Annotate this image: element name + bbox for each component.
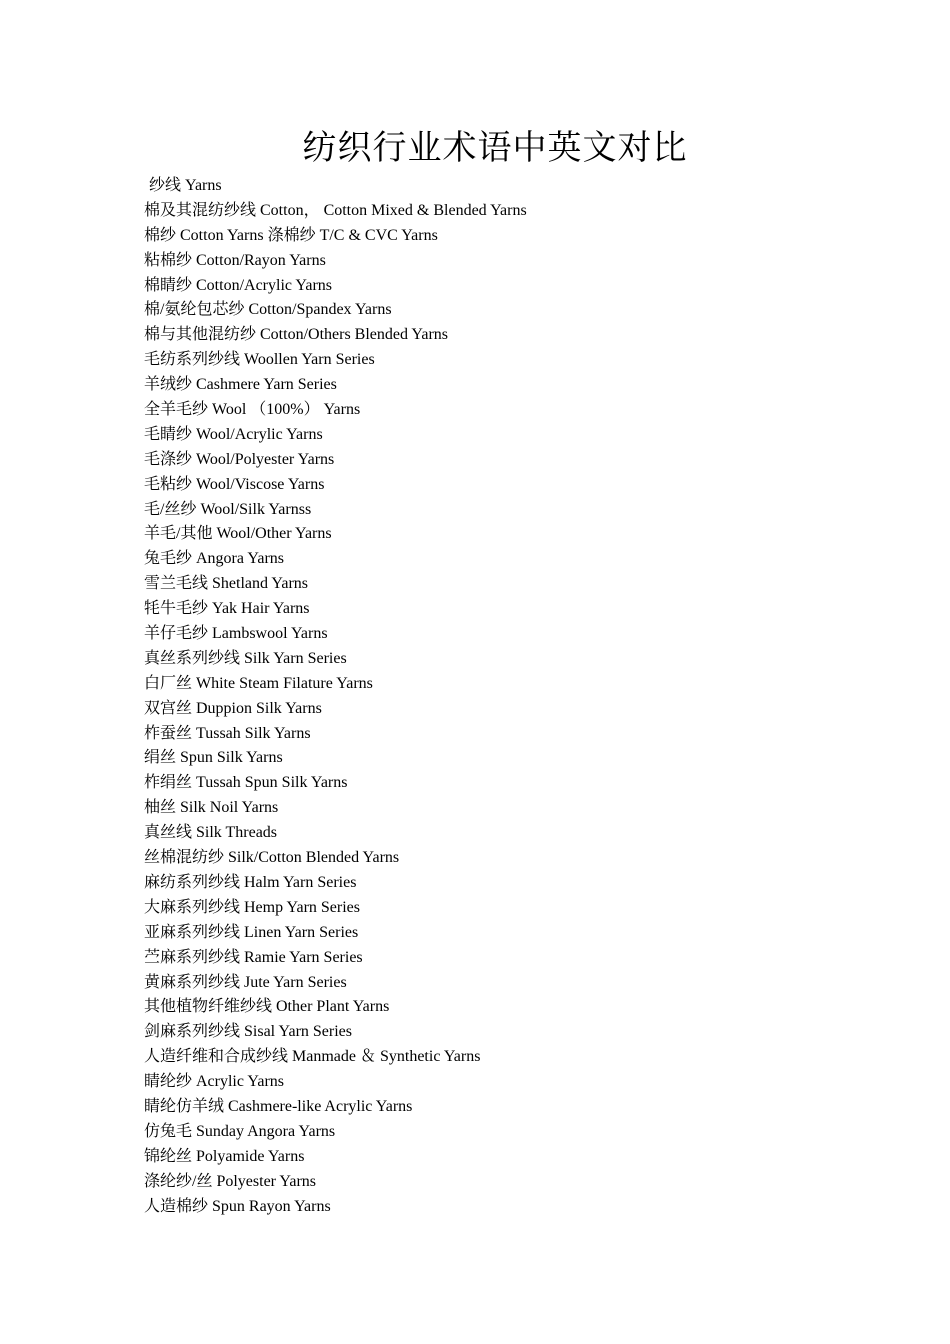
term-line: 白厂丝 White Steam Filature Yarns [144,674,373,692]
term-line: 双宫丝 Duppion Silk Yarns [144,699,322,717]
term-line: 涤纶纱/丝 Polyester Yarns [144,1172,317,1190]
term-line: 兔毛纱 Angora Yarns [144,550,285,568]
term-line: 粘棉纱 Cotton/Rayon Yarns [144,251,326,269]
term-line: 羊毛/其他 Wool/Other Yarns [144,525,332,543]
term-line: 丝棉混纺纱 Silk/Cotton Blended Yarns [144,849,400,867]
term-line: 黄麻系列纱线 Jute Yarn Series [144,973,347,991]
term-line: 毛涤纱 Wool/Polyester Yarns [144,450,335,468]
term-line: 仿兔毛 Sunday Angora Yarns [144,1122,336,1140]
term-line: 毛/丝纱 Wool/Silk Yarnss [144,500,312,518]
term-line: 羊绒纱 Cashmere Yarn Series [144,376,337,394]
term-line: 雪兰毛线 Shetland Yarns [144,575,309,593]
term-line: 柚丝 Silk Noil Yarns [144,799,279,817]
term-line: 棉及其混纺纱线 Cotton， Cotton Mixed & Blended Yarns [144,201,527,219]
term-line: 绢丝 Spun Silk Yarns [144,749,283,767]
term-list [144,174,527,1219]
term-line: 锦纶丝 Polyamide Yarns [144,1147,305,1165]
page-title: 纺织行业术语中英文对比 [302,130,688,167]
term-line: 柞蚕丝 Tussah Silk Yarns [144,724,311,742]
term-line: 毛纺系列纱线 Woollen Yarn Series [144,351,375,369]
term-line: 全羊毛纱 Wool （100%） Yarns [144,401,361,419]
term-line: 真丝线 Silk Threads [144,824,278,842]
term-line: 睛纶仿羊绒 Cashmere-like Acrylic Yarns [144,1097,413,1115]
term-line: 剑麻系列纱线 Sisal Yarn Series [144,1023,353,1041]
term-line: 睛纶纱 Acrylic Yarns [144,1073,284,1091]
term-line: 毛粘纱 Wool/Viscose Yarns [144,475,325,493]
term-line: 苎麻系列纱线 Ramie Yarn Series [144,948,363,966]
term-line: 人造纤维和合成纱线 Manmade ＆ Synthetic Yarns [144,1048,481,1066]
term-line: 棉纱 Cotton Yarns 涤棉纱 T/C & CVC Yarns [144,226,438,244]
term-line: 人造棉纱 Spun Rayon Yarns [144,1197,331,1215]
term-line: 牦牛毛纱 Yak Hair Yarns [144,600,310,618]
term-line: 棉睛纱 Cotton/Acrylic Yarns [144,276,333,294]
term-line: 柞绢丝 Tussah Spun Silk Yarns [144,774,348,792]
term-line: 亚麻系列纱线 Linen Yarn Series [144,923,359,941]
term-line: 棉与其他混纺纱 Cotton/Others Blended Yarns [144,326,449,344]
term-line: 纱线 Yarns [149,177,222,194]
term-line: 棉/氨纶包芯纱 Cotton/Spandex Yarns [144,301,392,319]
term-line: 麻纺系列纱线 Halm Yarn Series [144,873,357,891]
term-line: 毛睛纱 Wool/Acrylic Yarns [144,425,323,443]
term-line: 其他植物纤维纱线 Other Plant Yarns [144,998,390,1016]
term-line: 大麻系列纱线 Hemp Yarn Series [144,898,360,916]
term-line: 真丝系列纱线 Silk Yarn Series [144,649,347,667]
term-line: 羊仔毛纱 Lambswool Yarns [144,625,328,643]
